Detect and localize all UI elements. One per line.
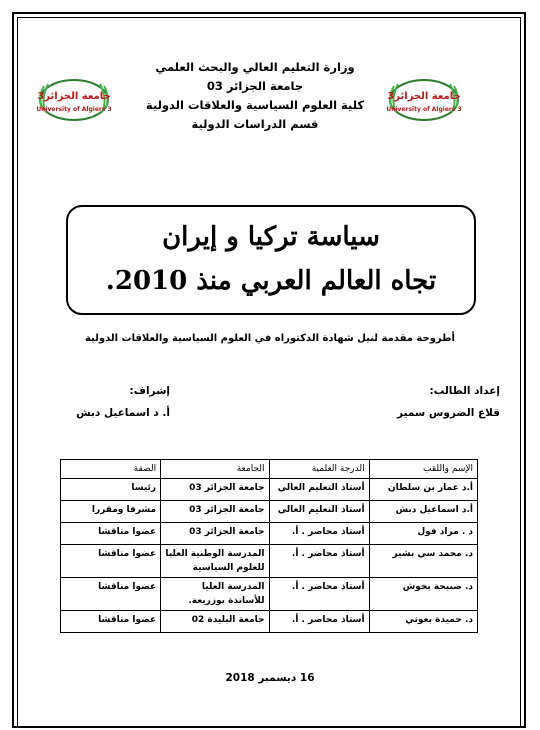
member-role: عضوا مناقشا: [61, 578, 161, 611]
member-role: عضوا مناقشا: [61, 545, 161, 578]
thesis-subtitle: أطروحة مقدمة لنيل شهادة الدكتوراه في العلوم السياسية والعلاقات الدولية: [84, 333, 455, 344]
jury-table-header: [61, 460, 478, 479]
member-name: د . مراد فول: [369, 523, 477, 545]
member-role: رئيسا: [61, 479, 161, 501]
svg-text:جامعة الجزائر3: جامعة الجزائر3: [37, 91, 111, 102]
supervisor-label: إشراف:: [129, 385, 170, 397]
member-name: د. صبيحة بخوش: [369, 578, 477, 611]
header-role: الصفة: [61, 460, 161, 479]
student-name: قلاع الضروس سمير: [397, 407, 500, 419]
student-label: إعداد الطالب:: [429, 385, 500, 397]
member-name: د. محمد سي بشير: [369, 545, 477, 578]
ministry-name: وزارة التعليم العالي والبحث العلمي: [155, 60, 355, 74]
member-university: جامعة الجزائر 03: [161, 523, 269, 545]
table-row: [61, 479, 478, 501]
department-name: قسم الدراسات الدولية: [191, 117, 319, 131]
member-name: أ.د عمار بن سلطان: [369, 479, 477, 501]
jury-table: [60, 459, 478, 633]
supervisor-name: أ. د اسماعيل دبش: [76, 407, 170, 419]
member-rank: أستاذ محاضر . أ.: [269, 611, 369, 633]
svg-text:University of Algiers 3: University of Algiers 3: [36, 106, 112, 113]
member-university: جامعة الجزائر 03: [161, 501, 269, 523]
member-university: المدرسة الوطنية العليا للعلوم السياسية: [161, 545, 269, 578]
header-rank: الدرجة العلمية: [269, 460, 369, 479]
table-row: [61, 545, 478, 578]
university-name: جامعة الجزائر 03: [206, 79, 304, 93]
header-university: الجامعة: [161, 460, 269, 479]
member-role: عضوا مناقشا: [61, 523, 161, 545]
member-name: أ.د اسماعيل دبش: [369, 501, 477, 523]
member-name: د. حميدة بعوني: [369, 611, 477, 633]
faculty-name: كلية العلوم السياسية والعلاقات الدولية: [145, 98, 365, 112]
university-logo-right: [384, 74, 464, 126]
thesis-title-box: [66, 205, 476, 315]
header-name: الإسم واللقب: [369, 460, 477, 479]
member-rank: أستاذ التعليم العالي: [269, 479, 369, 501]
supervisor-block: [40, 380, 170, 424]
thesis-title-line-1: سياسة تركيا و إيران: [162, 222, 380, 252]
thesis-title-line-2: تجاه العالم العربي منذ 2010.: [105, 266, 437, 296]
member-university: المدرسة العليا للأساتذة بوزريعة.: [161, 578, 269, 611]
table-row: [61, 523, 478, 545]
member-university: جامعة البليدة 02: [161, 611, 269, 633]
member-rank: أستاذ التعليم العالي: [269, 501, 369, 523]
table-row: [61, 578, 478, 611]
member-rank: أستاذ محاضر . أ.: [269, 523, 369, 545]
svg-text:جامعة الجزائر3: جامعة الجزائر3: [387, 91, 461, 102]
table-row: [61, 501, 478, 523]
member-role: عضوا مناقشا: [61, 611, 161, 633]
member-role: مشرفا ومقررا: [61, 501, 161, 523]
institution-header: [130, 58, 380, 134]
table-row: [61, 611, 478, 633]
svg-text:University of Algiers 3: University of Algiers 3: [386, 106, 462, 113]
student-block: [397, 380, 500, 424]
member-rank: أستاذ محاضر . أ.: [269, 578, 369, 611]
member-university: جامعة الجزائر 03: [161, 479, 269, 501]
member-rank: أستاذ محاضر . أ.: [269, 545, 369, 578]
university-logo-left: [34, 74, 114, 126]
defense-date: 16 ديسمبر 2018: [225, 672, 315, 684]
